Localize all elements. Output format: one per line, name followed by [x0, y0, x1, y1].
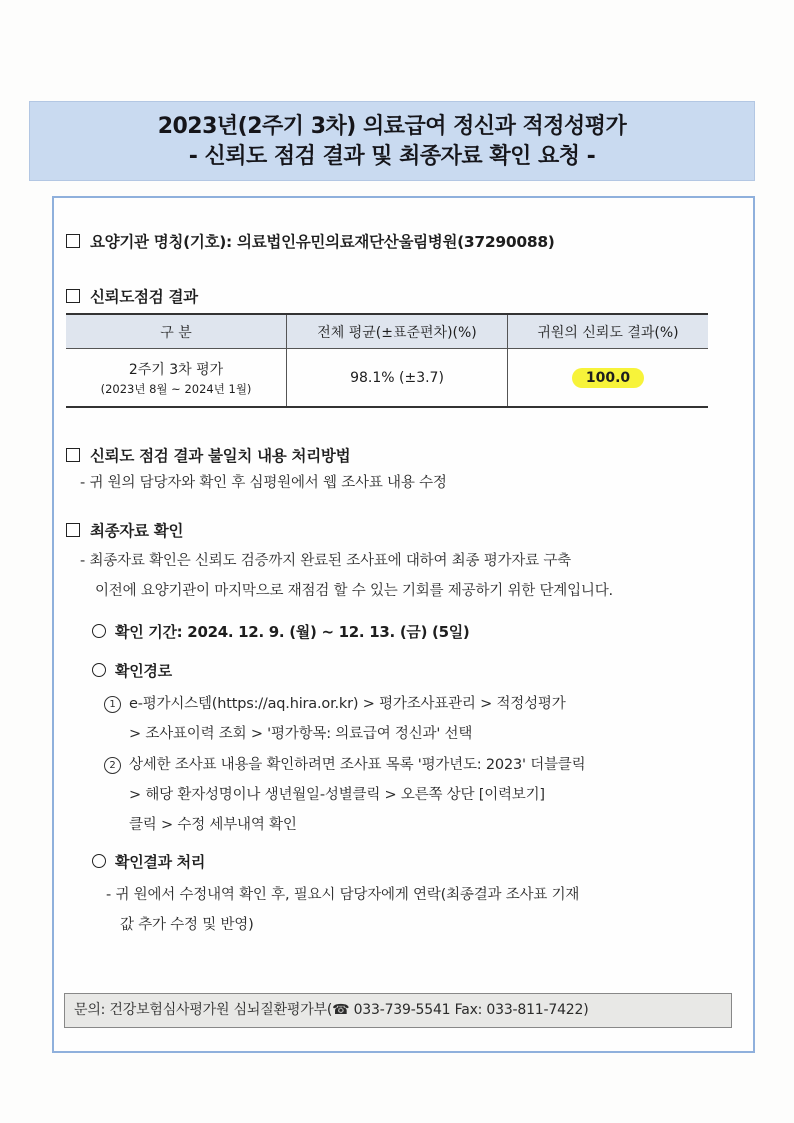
contact-box: 문의: 건강보험심사평가원 심뇌질환평가부(☎ 033-739-5541 Fax: 033-811-7422) — [64, 993, 732, 1028]
route-step-1-line2: > 조사표이력 조회 > '평가항목: 의료급여 정신과' 선택 — [129, 726, 473, 742]
route-heading — [92, 660, 172, 681]
checkbox-square-icon — [66, 234, 80, 248]
circle-bullet-icon — [92, 624, 106, 638]
table-header-average: 전체 평균(±표준편차)(%) — [287, 314, 508, 349]
route-step-2-line3: 클릭 > 수정 세부내역 확인 — [129, 817, 297, 833]
table-cell-category — [66, 349, 287, 408]
result-line2: 값 추가 수정 및 반영) — [120, 917, 254, 933]
institution-line — [66, 230, 555, 252]
reliability-heading — [66, 285, 198, 307]
institution-label: 요양기관 명칭(기호): 의료법인유민의료재단산울림병원(37290088) — [90, 233, 555, 251]
result-heading — [92, 851, 205, 872]
mismatch-text: - 귀 원의 담당자와 확인 후 심평원에서 웹 조사표 내용 수정 — [80, 475, 447, 491]
checkbox-square-icon — [66, 289, 80, 303]
checkbox-square-icon — [66, 448, 80, 462]
circle-bullet-icon — [92, 854, 106, 868]
reliability-heading-label: 신뢰도점검 결과 — [90, 288, 198, 306]
evaluation-name: 2주기 3차 평가 — [128, 361, 224, 378]
final-check-heading-label: 최종자료 확인 — [90, 522, 184, 540]
mismatch-heading — [66, 444, 350, 466]
route-step-1-text: e-평가시스템(https://aq.hira.or.kr) > 평가조사표관리 > 적정성평가 — [129, 696, 566, 712]
final-check-desc-line1: - 최종자료 확인은 신뢰도 검증까지 완료된 조사표에 대하여 최종 평가자료 구축 — [80, 553, 571, 569]
route-step-1-line1 — [104, 692, 566, 713]
table-header-result: 귀원의 신뢰도 결과(%) — [508, 314, 709, 349]
checkbox-square-icon — [66, 523, 80, 537]
check-period-text: 확인 기간: 2024. 12. 9. (월) ~ 12. 13. (금) (5일) — [115, 623, 470, 641]
check-period-item — [92, 621, 470, 642]
circled-number-icon: 2 — [104, 757, 121, 774]
mismatch-heading-label: 신뢰도 점검 결과 불일치 내용 처리방법 — [90, 447, 351, 465]
table-cell-average: 98.1% (±3.7) — [287, 349, 508, 408]
table-row — [66, 349, 708, 408]
result-line1: - 귀 원에서 수정내역 확인 후, 필요시 담당자에게 연락(최종결과 조사표 기재 — [106, 887, 580, 903]
route-step-2-line2: > 해당 환자성명이나 생년월일-성별클릭 > 오른쪽 상단 [이력보기] — [129, 787, 545, 803]
document-subtitle: - 신뢰도 점검 결과 및 최종자료 확인 요청 - — [188, 144, 596, 169]
reliability-table — [66, 313, 708, 408]
circle-bullet-icon — [92, 663, 106, 677]
circled-number-icon: 1 — [104, 696, 121, 713]
document-title: 2023년(2주기 3차) 의료급여 정신과 적정성평가 — [157, 114, 627, 139]
route-heading-label: 확인경로 — [115, 662, 172, 680]
highlighted-result: 100.0 — [572, 368, 644, 388]
route-step-2-text: 상세한 조사표 내용을 확인하려면 조사표 목록 '평가년도: 2023' 더블클릭 — [129, 757, 586, 773]
document-title-box — [29, 101, 755, 181]
result-heading-label: 확인결과 처리 — [115, 853, 206, 871]
table-header-row — [66, 314, 708, 349]
final-check-heading — [66, 519, 183, 541]
table-cell-result — [508, 349, 709, 408]
final-check-desc-line2: 이전에 요양기관이 마지막으로 재점검 할 수 있는 기회를 제공하기 위한 단계입니다. — [95, 583, 613, 599]
route-step-2-line1 — [104, 753, 585, 774]
table-header-category: 구 분 — [66, 314, 287, 349]
evaluation-period: (2023년 8월 ~ 2024년 1월) — [100, 381, 252, 396]
